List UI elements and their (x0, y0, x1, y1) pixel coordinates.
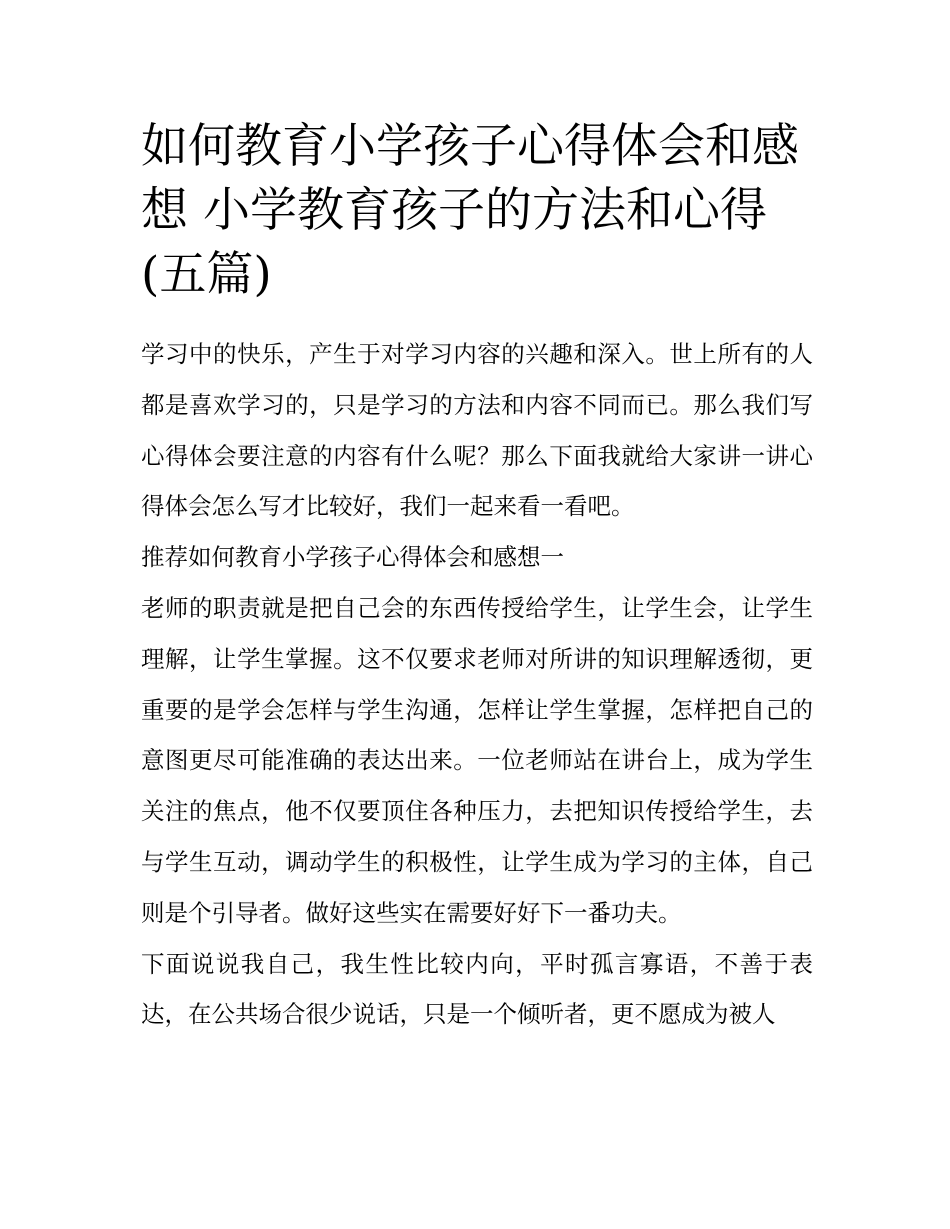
body-paragraph: 下面说说我自己，我生性比较内向，平时孤言寡语，不善于表达，在公共场合很少说话，只是一个倾听者，更不愿成为被人 (141, 949, 813, 1029)
document-content (141, 115, 813, 1040)
document-title: 如何教育小学孩子心得体会和感想 小学教育孩子的方法和心得(五篇) (141, 119, 799, 302)
section-heading: 推荐如何教育小学孩子心得体会和感想一 (141, 543, 564, 572)
intro-paragraph: 学习中的快乐，产生于对学习内容的兴趣和深入。世上所有的人都是喜欢学习的，只是学习的方法和内容不同而已。那么我们写心得体会要注意的内容有什么呢？那么下面我就给大家讲一讲心得体会怎么写才比较好，我们一起来看一看吧。 (141, 340, 813, 521)
body-paragraph: 老师的职责就是把自己会的东西传授给学生，让学生会，让学生理解，让学生掌握。这不仅要求老师对所讲的知识理解透彻，更重要的是学会怎样与学生沟通，怎样让学生掌握，怎样把自己的意图更尽可能准确的表达出来。一位老师站在讲台上，成为学生关注的焦点，他不仅要顶住各种压力，去把知识传授给学生，去与学生互动，调动学生的积极性，让学生成为学习的主体，自己则是个引导者。做好这些实在需要好好下一番功夫。 (141, 593, 813, 927)
